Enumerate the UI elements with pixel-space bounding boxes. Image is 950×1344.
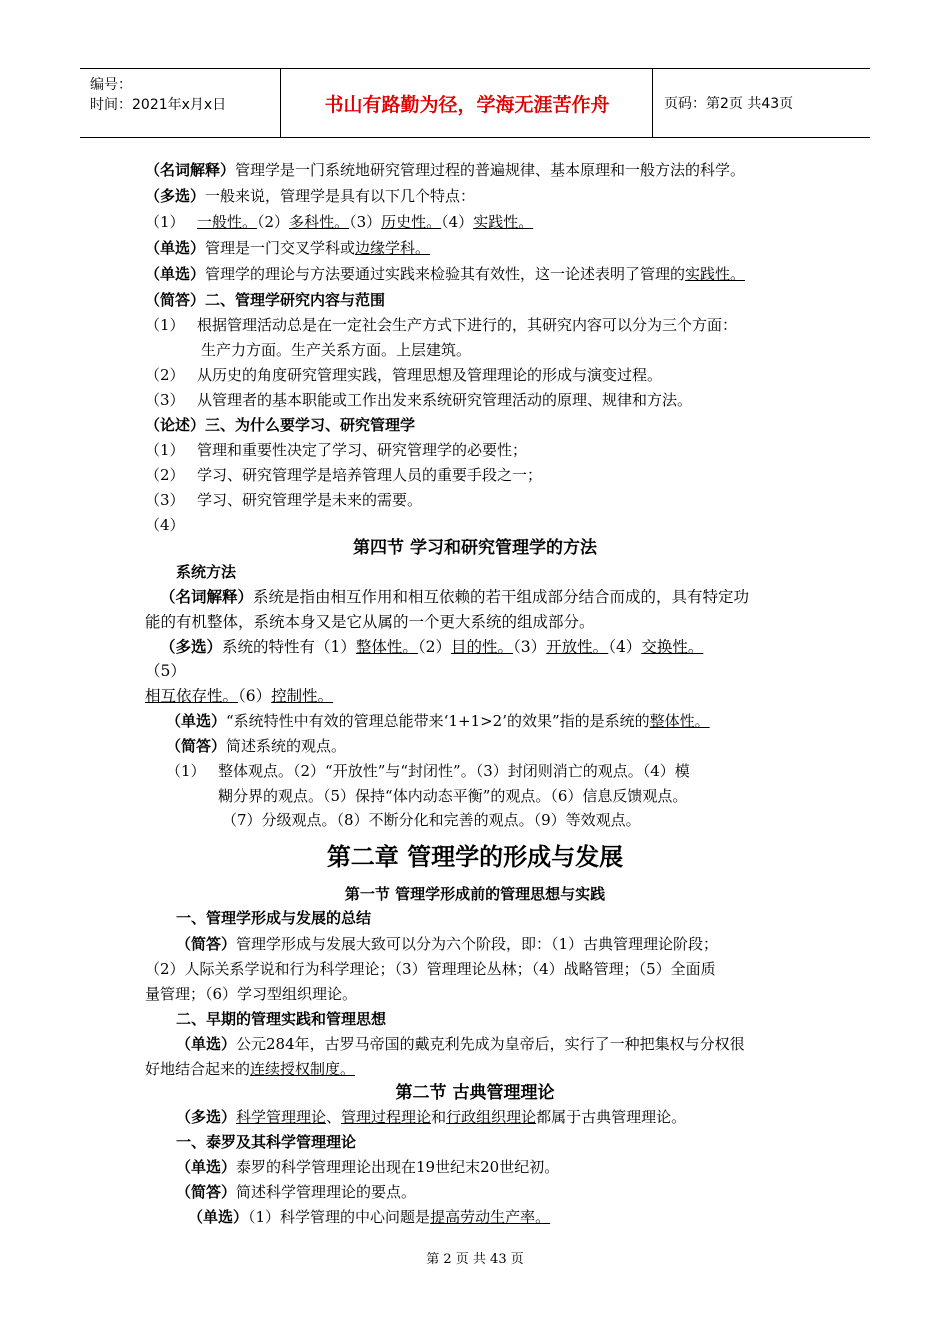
list-item bbox=[145, 440, 527, 460]
tag: （简答） bbox=[166, 737, 227, 755]
tag: （名词解释） bbox=[160, 587, 254, 606]
header-meta bbox=[80, 69, 281, 137]
list-item bbox=[145, 315, 737, 335]
answer: 交换性。 bbox=[641, 638, 704, 656]
tag: （单选） bbox=[166, 712, 227, 730]
text: 学习、研究管理学是培养管理人员的重要手段之一； bbox=[197, 466, 543, 484]
line-system-definition-cont: 能的有机整体，系统本身又是它从属的一个更大系统的组成部分。 bbox=[145, 613, 595, 631]
answer: 行政组织理论 bbox=[446, 1108, 537, 1126]
text: 整体观点。（2）“开放性”与“封闭性”。（3）封闭则消亡的观点。（4）模 bbox=[218, 762, 690, 780]
answer: 科学管理理论 bbox=[236, 1108, 327, 1126]
text: 系统的特性有（1） bbox=[222, 638, 356, 656]
header-motto: 书山有路勤为径，学海无涯苦作舟 bbox=[324, 93, 610, 116]
list-number: （3） bbox=[145, 491, 185, 509]
text: “系统特性中有效的管理总能带来‘1+1>2’的效果”指的是系统的 bbox=[226, 712, 650, 730]
list-number: （3） bbox=[349, 213, 382, 231]
text: 从历史的角度研究管理实践，管理思想及管理理论的形成与演变过程。 bbox=[197, 366, 663, 384]
list-item bbox=[145, 490, 422, 510]
text: 管理是一门交叉学科或 bbox=[205, 239, 356, 257]
subheading-summary: 一、管理学形成与发展的总结 bbox=[176, 909, 372, 927]
section-title-4: 第四节 学习和研究管理学的方法 bbox=[353, 538, 597, 558]
answer: 控制性。 bbox=[271, 687, 334, 705]
list-item bbox=[145, 515, 197, 535]
answer: 实践性。 bbox=[685, 265, 746, 283]
line-system-definition bbox=[160, 587, 749, 607]
list-number: （2） bbox=[145, 366, 185, 384]
answer: 开放性。 bbox=[546, 638, 609, 656]
answer: 连续授权制度。 bbox=[250, 1060, 356, 1078]
subheading-early-practice: 二、早期的管理实践和管理思想 bbox=[176, 1010, 387, 1028]
list-number: （2） bbox=[257, 213, 290, 231]
answer: 一般性。 bbox=[197, 213, 258, 231]
tag: （单选） bbox=[145, 239, 206, 257]
line-taylor-core bbox=[188, 1207, 550, 1227]
tag: （单选） bbox=[176, 1035, 237, 1053]
header-page-info: 页码：第2页 共43页 bbox=[664, 96, 794, 112]
subheading-taylor: 一、泰罗及其科学管理理论 bbox=[176, 1133, 357, 1151]
list-number: （2） bbox=[417, 638, 452, 656]
text: 简述系统的观点。 bbox=[226, 737, 347, 755]
text: 一般来说，管理学是具有以下几个特点： bbox=[205, 187, 476, 205]
text: 都属于古典管理理论。 bbox=[536, 1108, 687, 1126]
answer: 历史性。 bbox=[381, 213, 442, 231]
answer: 管理过程理论 bbox=[341, 1108, 432, 1126]
header-date: 时间：2021年x月x日 bbox=[90, 97, 227, 113]
line-cross-discipline bbox=[145, 238, 430, 258]
tag: （多选） bbox=[160, 637, 223, 656]
list-item-continued: 生产力方面。生产关系方面。上层建筑。 bbox=[201, 341, 472, 359]
line-stages-cont: 量管理；（6）学习型组织理论。 bbox=[145, 985, 358, 1003]
text: 管理和重要性决定了学习、研究管理学的必要性； bbox=[197, 441, 528, 459]
text: 管理学的理论与方法要通过实践来检验其有效性，这一论述表明了管理的 bbox=[205, 265, 686, 283]
line-practice bbox=[145, 264, 745, 284]
list-item bbox=[166, 761, 690, 781]
page-footer: 第 2 页 共 43 页 bbox=[426, 1252, 524, 1267]
answer: 实践性。 bbox=[473, 213, 534, 231]
header-number: 编号： bbox=[90, 77, 132, 93]
line-features-intro bbox=[145, 186, 475, 206]
list-item bbox=[145, 465, 542, 485]
list-number: （2） bbox=[145, 466, 185, 484]
tag: （简答） bbox=[176, 1183, 237, 1201]
list-item-continued: （7）分级观点。（8）不断分化和完善的观点。（9）等效观点。 bbox=[222, 811, 641, 829]
line-taylor-era bbox=[176, 1157, 559, 1177]
text: 管理学形成与发展大致可以分为六个阶段，即：（1）古典管理理论阶段； bbox=[236, 935, 719, 953]
tag: （名词解释） bbox=[145, 161, 236, 179]
list-number: （4） bbox=[441, 213, 474, 231]
chapter-title: 第二章 管理学的形成与发展 bbox=[326, 842, 624, 871]
list-number: （3） bbox=[513, 638, 547, 656]
text: 泰罗的科学管理理论出现在19世纪末20世纪初。 bbox=[236, 1158, 560, 1176]
section-title: 第一节 管理学形成前的管理思想与实践 bbox=[344, 885, 606, 903]
list-number: （3） bbox=[145, 391, 185, 409]
text: （1）科学管理的中心问题是 bbox=[248, 1208, 431, 1226]
list-item bbox=[145, 365, 662, 385]
section-heading-scope: （简答）二、管理学研究内容与范围 bbox=[145, 291, 386, 309]
tag: （简答） bbox=[176, 935, 237, 953]
answer: 整体性。 bbox=[355, 638, 418, 656]
answer: 相互依存性。 bbox=[145, 687, 239, 705]
tag: （多选） bbox=[145, 187, 206, 205]
text: 管理学是一门系统地研究管理过程的普遍规律、基本原理和一般方法的科学。 bbox=[235, 161, 746, 179]
list-number: （1） bbox=[166, 762, 206, 780]
tag: （单选） bbox=[188, 1208, 249, 1226]
tag: （单选） bbox=[176, 1158, 237, 1176]
list-number: （1） bbox=[145, 441, 185, 459]
list-number: （6） bbox=[238, 687, 272, 705]
line-stages bbox=[176, 934, 718, 954]
section-title: 第二节 古典管理理论 bbox=[395, 1083, 555, 1103]
list-number: （1） bbox=[145, 316, 185, 334]
text: 学习、研究管理学是未来的需要。 bbox=[197, 491, 423, 509]
text: 根据管理活动总是在一定社会生产方式下进行的，其研究内容可以分为三个方面： bbox=[197, 316, 738, 334]
line-diocletian-cont bbox=[145, 1059, 355, 1079]
line-definition-management bbox=[145, 160, 745, 180]
tag: （单选） bbox=[145, 265, 206, 283]
page-header bbox=[80, 68, 870, 138]
list-item-continued: 糊分界的观点。（5）保持“体内动态平衡”的观点。（6）信息反馈观点。 bbox=[218, 787, 688, 805]
subheading-system-method: 系统方法 bbox=[176, 563, 237, 581]
list-number: （5） bbox=[145, 662, 186, 680]
line-features-list bbox=[145, 212, 533, 232]
text: 好地结合起来的 bbox=[145, 1060, 251, 1078]
answer: 多科性。 bbox=[289, 213, 350, 231]
text: 、 bbox=[326, 1108, 342, 1126]
line-system-views-question bbox=[166, 736, 346, 756]
line-synergy bbox=[166, 711, 710, 731]
line-system-properties-cont bbox=[145, 686, 333, 706]
text: 从管理者的基本职能或工作出发来系统研究管理活动的原理、规律和方法。 bbox=[197, 391, 693, 409]
header-page-cell bbox=[654, 69, 870, 137]
line-stages-cont: （2）人际关系学说和行为科学理论；（3）管理理论丛林；（4）战略管理；（5）全面质 bbox=[145, 960, 716, 978]
section-heading-why-study: （论述）三、为什么要学习、研究管理学 bbox=[145, 416, 416, 434]
tag: （多选） bbox=[176, 1108, 237, 1126]
line-diocletian bbox=[176, 1034, 745, 1054]
answer: 目的性。 bbox=[451, 638, 514, 656]
list-number: （1） bbox=[145, 213, 185, 231]
answer: 提高劳动生产率。 bbox=[430, 1208, 551, 1226]
list-number: （4） bbox=[608, 638, 642, 656]
answer: 整体性。 bbox=[649, 712, 710, 730]
line-system-properties bbox=[160, 637, 703, 657]
list-item bbox=[145, 390, 692, 410]
answer: 边缘学科。 bbox=[355, 239, 431, 257]
text: 公元284年，古罗马帝国的戴克利先成为皇帝后，实行了一种把集权与分权很 bbox=[236, 1035, 745, 1053]
text: 和 bbox=[431, 1108, 447, 1126]
list-number: （4） bbox=[145, 516, 185, 534]
text: 简述科学管理理论的要点。 bbox=[236, 1183, 417, 1201]
line-taylor-question bbox=[176, 1182, 416, 1202]
text: 系统是指由相互作用和相互依赖的若干组成部分结合而成的，具有特定功 bbox=[253, 588, 750, 606]
line-classical-theories bbox=[176, 1107, 686, 1127]
header-motto-cell bbox=[282, 69, 653, 137]
